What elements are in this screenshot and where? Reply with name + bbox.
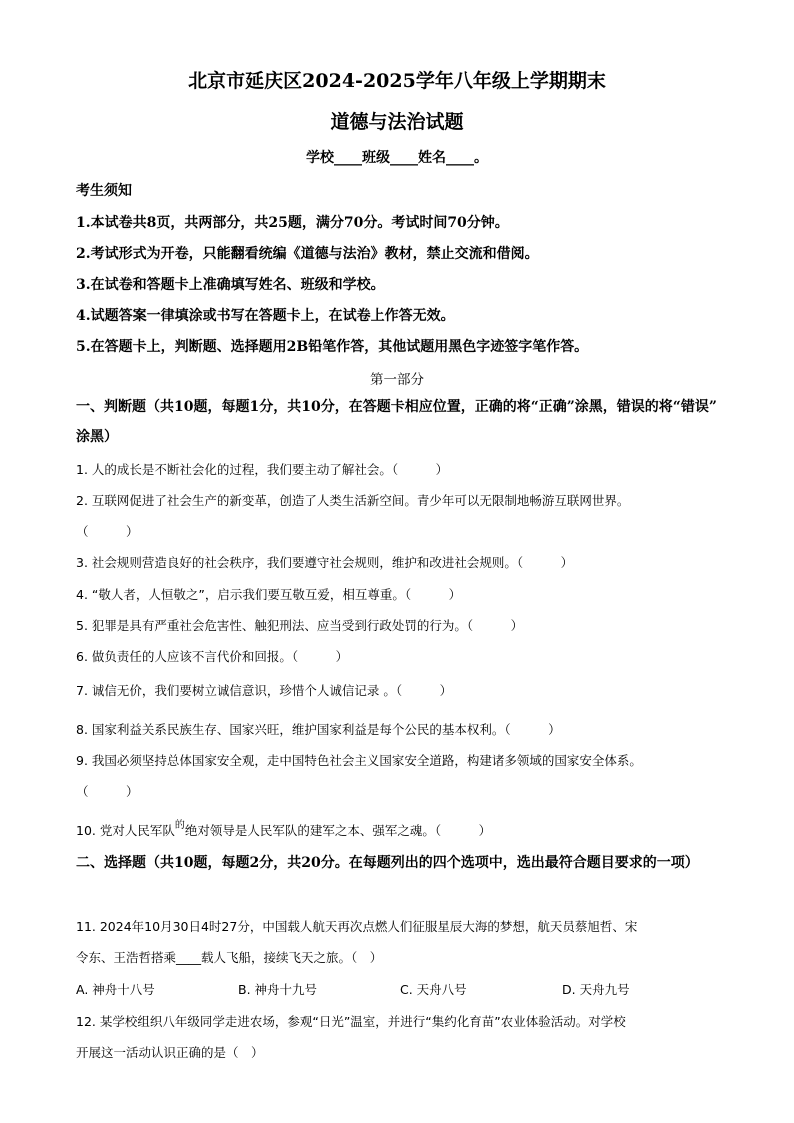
notice-item-3: 3.在试卷和答题卡上准确填写姓名、班级和学校。 (76, 277, 385, 293)
judgment-q3: 3. 社会规则营造良好的社会秩序，我们要遵守社会规则，维护和改进社会规则。（ ） (76, 555, 574, 570)
judgment-q5: 5. 犯罪是具有严重社会危害性、触犯刑法、应当受到行政处罚的行为。（ ） (76, 618, 524, 633)
judgment-q2-line1: 2. 互联网促进了社会生产的新变革，创造了人类生活新空间。青少年可以无限制地畅游互联网世界。 (76, 493, 630, 508)
judgment-q1: 1. 人的成长是不断社会化的过程，我们要主动了解社会。（ ） (76, 462, 449, 477)
notice-item-1: 1.本试卷共8页，共两部分，共25题，满分70分。考试时间70分钟。 (76, 215, 509, 231)
q11-option-a: A. 神舟十八号 (76, 982, 155, 997)
notice-item-2: 2.考试形式为开卷，只能翻看统编《道德与法治》教材，禁止交流和借阅。 (76, 246, 539, 262)
judgment-q4: 4. “敬人者，人恒敬之”，启示我们要互敬互爱，相互尊重。（ ） (76, 587, 462, 602)
choice-q12-line1: 12. 某学校组织八年级同学走进农场，参观“日光”温室，并进行“集约化育苗”农业体验活动。对学校 (76, 1014, 626, 1029)
choice-q11-line1: 11. 2024年10月30日4时27分，中国载人航天再次点燃人们征服星辰大海的梦想，航天员蔡旭哲、宋 (76, 919, 638, 934)
choice-q11-line2: 令东、王浩哲搭乘____载人飞船，接续飞天之旅。（ ） (76, 950, 383, 965)
judgment-q10-suffix: 绝对领导是人民军队的建军之本、强军之魂。（ ） (184, 823, 492, 838)
judgment-q8: 8. 国家利益关系民族生存、国家兴旺，维护国家利益是每个公民的基本权利。（ ） (76, 722, 561, 737)
notice-item-5: 5.在答题卡上，判断题、选择题用2B铅笔作答，其他试题用黑色字迹签字笔作答。 (76, 339, 589, 355)
q11-option-b: B. 神舟十九号 (238, 982, 318, 997)
judgment-q7: 7. 诚信无价，我们要树立诚信意识，珍惜个人诚信记录 。（ ） (76, 683, 453, 698)
section1-heading: 一、判断题（共10题，每题1分，共10分，在答题卡相应位置，正确的将“正确”涂黑，错误的将“错误” 涂黑） (76, 399, 717, 445)
student-info-line: 学校____班级____姓名____。 (306, 150, 488, 166)
section2-heading: 二、选择题（共10题，每题2分，共20分。在每题列出的四个选项中，选出最符合题目要求的一项） (76, 855, 699, 871)
judgment-q10-sup: 的 (174, 820, 185, 831)
judgment-q10-prefix: 10. 党对人民军队 (76, 823, 175, 838)
notice-heading: 考生须知 (76, 183, 132, 199)
judgment-q2-line2: （ ） (76, 524, 139, 539)
q11-option-c: C. 天舟八号 (400, 982, 467, 997)
notice-item-4: 4.试题答案一律填涂或书写在答题卡上，在试卷上作答无效。 (76, 308, 455, 324)
choice-q12-line2: 开展这一活动认识正确的是（ ） (76, 1045, 264, 1060)
judgment-q9-line1: 9. 我国必须坚持总体国家安全观，走中国特色社会主义国家安全道路，构建诸多领域的国家安全体系。 (76, 753, 642, 768)
judgment-q6: 6. 做负责任的人应该不言代价和回报。（ ） (76, 649, 349, 664)
part-one-label: 第一部分 (370, 372, 424, 388)
exam-subtitle: 道德与法治试题 (330, 111, 464, 133)
q11-option-d: D. 天舟九号 (562, 982, 630, 997)
exam-title: 北京市延庆区2024-2025学年八年级上学期期末 (188, 70, 606, 92)
judgment-q10 (76, 821, 491, 839)
judgment-q9-line2: （ ） (76, 784, 139, 799)
